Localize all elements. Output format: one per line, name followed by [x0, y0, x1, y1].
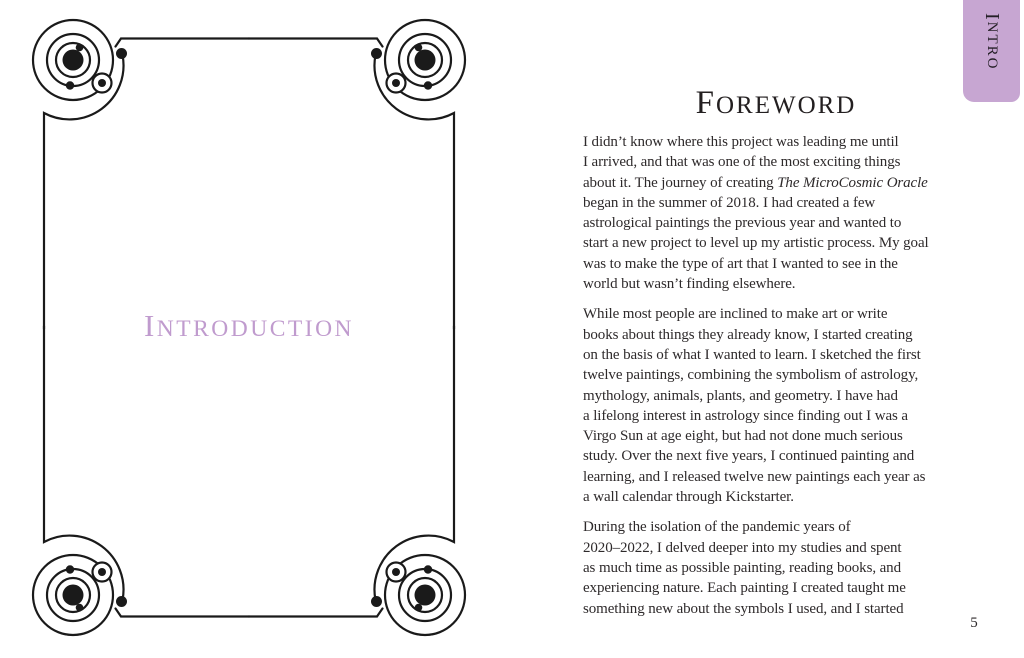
body-line: books about things they already know, I started creating — [583, 326, 913, 343]
body-line: During the isolation of the pandemic years of — [583, 519, 851, 536]
page-number: 5 — [970, 615, 978, 631]
chapter-title — [44, 308, 454, 344]
thumb-tab-label-rest: NTRO — [984, 21, 1000, 71]
body-line: as much time as possible painting, reading books, and — [583, 559, 901, 576]
body-line: a lifelong interest in astrology since finding out I was a — [583, 407, 908, 424]
body-line: began in the summer of 2018. I had created a few — [583, 194, 876, 211]
foreword-heading-rest: OREWORD — [715, 92, 857, 119]
body-line: something new about the symbols I used, and I started — [583, 600, 904, 617]
body-line: a wall calendar through Kickstarter. — [583, 489, 794, 506]
paragraph — [583, 304, 969, 507]
body-line: study. Over the next five years, I continued painting and — [583, 448, 915, 465]
corner-ornament — [33, 20, 249, 329]
body-line: twelve paintings, combining the symbolism of astrology, — [583, 367, 919, 384]
body-line: While most people are inclined to make art or write — [583, 306, 888, 323]
foreword-heading — [583, 84, 969, 122]
body-line: 2020–2022, I delved deeper into my studies and spent — [583, 539, 902, 556]
chapter-title-initial: I — [143, 308, 157, 343]
thumb-tab-label — [980, 13, 1003, 71]
foreword-heading-initial: F — [695, 85, 716, 121]
right-page — [512, 0, 1024, 658]
foreword-paragraphs — [583, 132, 969, 619]
body-line: on the basis of what I wanted to learn. I sketched the first — [583, 346, 921, 363]
thumb-tab-label-initial: I — [981, 13, 1003, 22]
body-line: about it. The journey of creating The MicroCosmic Oracle — [583, 174, 928, 191]
body-line: learning, and I released twelve new paintings each year as — [583, 468, 926, 485]
chapter-title-rest: NTRODUCTION — [156, 316, 355, 342]
body-line: Virgo Sun at age eight, but had not done much serious — [583, 428, 903, 445]
body-line: I arrived, and that was one of the most exciting things — [583, 154, 901, 171]
body-line: start a new project to level up my artistic process. My goal — [583, 235, 929, 252]
body-line: world but wasn’t finding elsewhere. — [583, 276, 796, 293]
foreword-text-column — [583, 84, 969, 629]
body-line: was to make the type of art that I wanted to see in the — [583, 255, 898, 272]
body-line: astrological paintings the previous year and wanted to — [583, 215, 902, 232]
body-line: I didn’t know where this project was leading me until — [583, 134, 899, 150]
body-line: mythology, animals, plants, and geometry. I have had — [583, 387, 898, 404]
paragraph — [583, 517, 969, 618]
intro-thumb-tab — [963, 0, 1020, 102]
body-line: experiencing nature. Each painting I created taught me — [583, 580, 906, 597]
paragraph — [583, 132, 969, 294]
